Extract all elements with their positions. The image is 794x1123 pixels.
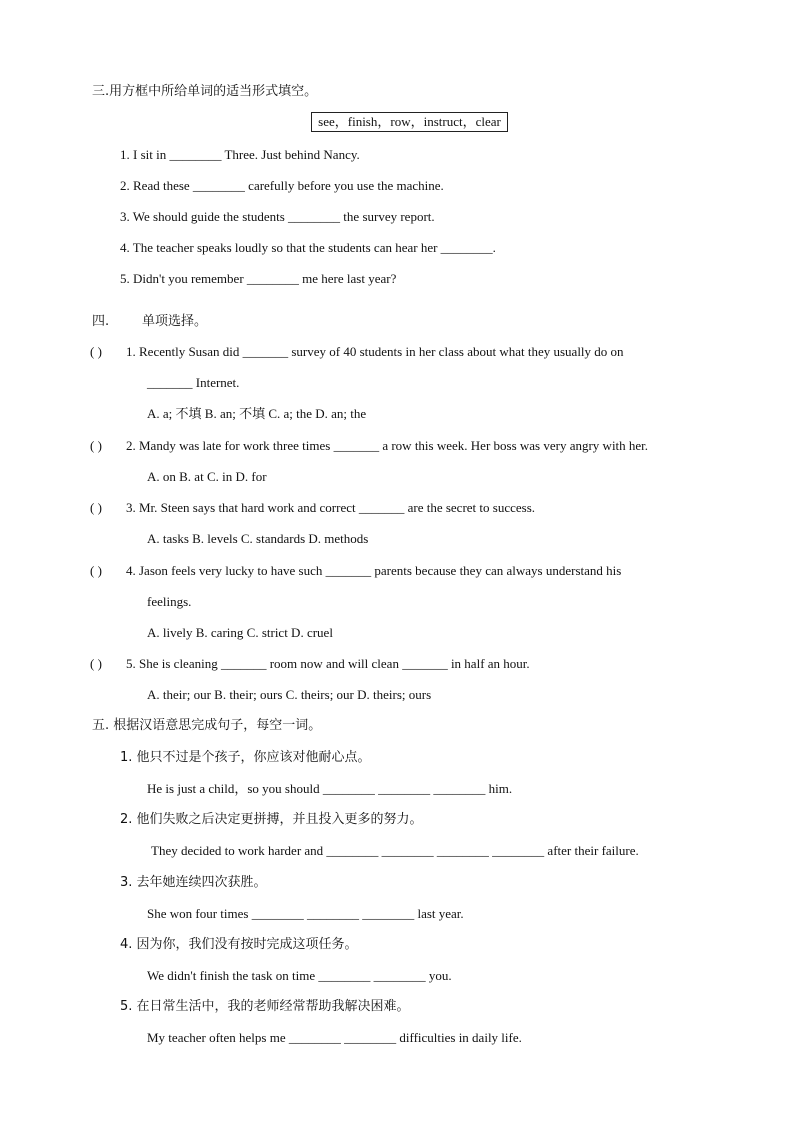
- s5-item-4-english: We didn't finish the task on time ________ ________ you.: [147, 968, 452, 983]
- section-4-heading-text: 单项选择。: [142, 314, 208, 329]
- q1-stem-continued: _______ Internet.: [147, 375, 240, 390]
- q3-answer-bracket: ( ): [90, 500, 102, 515]
- q5-stem: 5. She is cleaning _______ room now and will clean _______ in half an hour.: [126, 656, 530, 671]
- section-3-heading: 三.用方框中所给单词的适当形式填空。: [92, 84, 318, 99]
- s5-item-4-chinese: 4. 因为你，我们没有按时完成这项任务。: [120, 937, 358, 952]
- q5-options: A. their; our B. their; ours C. theirs; our D. theirs; ours: [147, 687, 432, 702]
- s5-item-5-chinese: 5. 在日常生活中，我的老师经常帮助我解决困难。: [120, 999, 410, 1014]
- q4-stem: 4. Jason feels very lucky to have such _______ parents because they can always understand his: [126, 563, 622, 578]
- q4-answer-bracket: ( ): [90, 563, 102, 578]
- q2-stem: 2. Mandy was late for work three times _______ a row this week. Her boss was very angry with her.: [126, 438, 649, 453]
- s3-item-1: 1. I sit in ________ Three. Just behind Nancy.: [120, 147, 360, 162]
- s5-item-1-chinese: 1. 他只不过是个孩子，你应该对他耐心点。: [120, 750, 371, 765]
- s5-item-2-chinese: 2. 他们失败之后决定更拼搏，并且投入更多的努力。: [120, 812, 423, 827]
- q2-answer-bracket: ( ): [90, 438, 102, 453]
- q2-options: A. on B. at C. in D. for: [147, 469, 267, 484]
- s5-item-3-english: She won four times ________ ________ ________ last year.: [147, 906, 464, 921]
- section-5-heading: 五. 根据汉语意思完成句子，每空一词。: [92, 718, 322, 733]
- q4-stem-continued: feelings.: [147, 594, 192, 609]
- q1-stem: 1. Recently Susan did _______ survey of 40 students in her class about what they usually do on: [126, 344, 624, 359]
- q3-options: A. tasks B. levels C. standards D. methods: [147, 531, 369, 546]
- q1-options: A. a; 不填 B. an; 不填 C. a; the D. an; the: [147, 406, 367, 421]
- s5-item-1-english: He is just a child，so you should ________ ________ ________ him.: [147, 781, 513, 796]
- s3-item-2: 2. Read these ________ carefully before you use the machine.: [120, 178, 444, 193]
- s5-item-3-chinese: 3. 去年她连续四次获胜。: [120, 875, 267, 890]
- s3-item-4: 4. The teacher speaks loudly so that the students can hear her ________.: [120, 240, 496, 255]
- word-box: see，finish，row，instruct，clear: [311, 112, 508, 132]
- s5-item-2-english: They decided to work harder and ________ ________ ________ ________ after their failure.: [151, 843, 639, 858]
- s5-item-5-english: My teacher often helps me ________ ________ difficulties in daily life.: [147, 1030, 522, 1045]
- s3-item-5: 5. Didn't you remember ________ me here last year?: [120, 271, 397, 286]
- q5-answer-bracket: ( ): [90, 656, 102, 671]
- section-4-heading-num: 四.: [92, 314, 110, 329]
- q1-answer-bracket: ( ): [90, 344, 102, 359]
- q3-stem: 3. Mr. Steen says that hard work and correct _______ are the secret to success.: [126, 500, 536, 515]
- s3-item-3: 3. We should guide the students ________ the survey report.: [120, 209, 435, 224]
- q4-options: A. lively B. caring C. strict D. cruel: [147, 625, 333, 640]
